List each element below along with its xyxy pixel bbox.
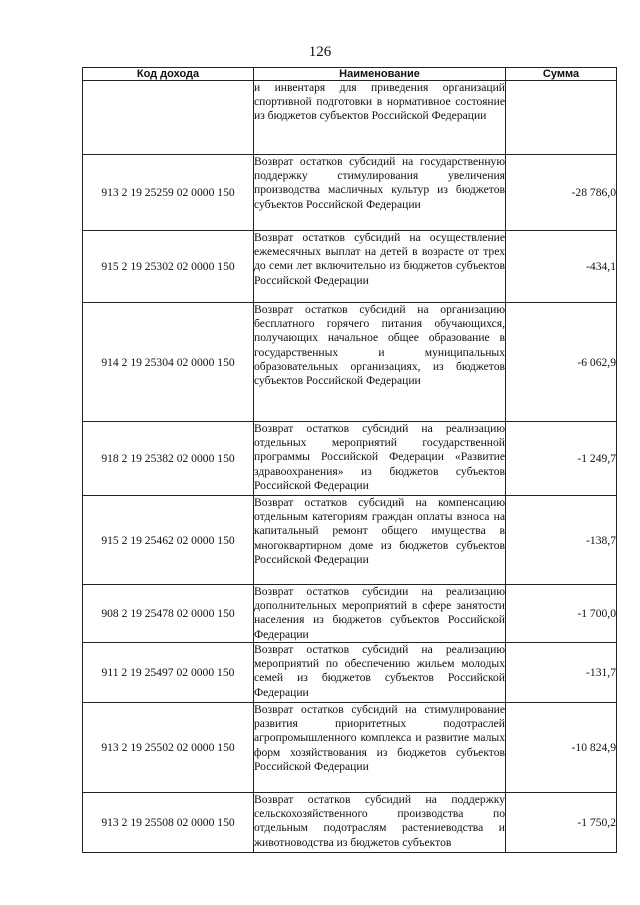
header-sum: Сумма [506, 68, 617, 81]
row-name: Возврат остатков субсидий на реализацию отдельных мероприятий государственной программы Российской Федерации «Развитие здравоохранения» из бюджетов субъектов Российской Федерации [254, 422, 506, 496]
header-name: Наименование [254, 68, 506, 81]
row-name: Возврат остатков субсидий на государственную поддержку стимулирования увеличения производства масличных культур из бюджетов субъектов Российской Федерации [254, 155, 506, 231]
row-sum: -434,1 [506, 231, 617, 303]
row-sum: -131,7 [506, 643, 617, 703]
table-row [83, 703, 617, 793]
row-code: 913 2 19 25508 02 0000 150 [83, 793, 254, 853]
row-sum: -1 700,0 [506, 585, 617, 643]
table-row [83, 643, 617, 703]
row-sum: -28 786,0 [506, 155, 617, 231]
table-row [83, 496, 617, 585]
page-number: 126 [308, 44, 332, 60]
row-sum: -138,7 [506, 496, 617, 585]
row-sum: -1 750,2 [506, 793, 617, 853]
row-name: Возврат остатков субсидий на стимулирование развития приоритетных подотраслей агропромышленного комплекса и развитие малых форм хозяйствования из бюджетов субъектов Российской Федерации [254, 703, 506, 793]
table-row [83, 585, 617, 643]
row-name: Возврат остатков субсидий на организацию бесплатного горячего питания обучающихся, получающих начальное общее образование в государственных и муниципальных образовательных организациях, из бюджетов субъектов Российской Федерации [254, 303, 506, 422]
row-name: Возврат остатков субсидий на компенсацию отдельным категориям граждан оплаты взноса на капитальный ремонт общего имущества в многоквартирном доме из бюджетов субъектов Российской Федерации [254, 496, 506, 585]
table-row [83, 793, 617, 853]
row-name: Возврат остатков субсидий на осуществление ежемесячных выплат на детей в возрасте от трех до семи лет включительно из бюджетов субъектов Российской Федерации [254, 231, 506, 303]
row-name: и инвентаря для приведения организаций спортивной подготовки в нормативное состояние из бюджетов субъектов Российской Федерации [254, 81, 506, 155]
row-sum: -10 824,9 [506, 703, 617, 793]
row-code [83, 81, 254, 155]
table-header-row [83, 68, 617, 81]
row-code: 918 2 19 25382 02 0000 150 [83, 422, 254, 496]
header-code: Код дохода [83, 68, 254, 81]
row-code: 913 2 19 25502 02 0000 150 [83, 703, 254, 793]
table-row [83, 81, 617, 155]
row-sum: -6 062,9 [506, 303, 617, 422]
row-name: Возврат остатков субсидии на реализацию дополнительных мероприятий в сфере занятости населения из бюджетов субъектов Российской Федерации [254, 585, 505, 641]
table-row [83, 422, 617, 496]
revenue-table [82, 67, 617, 853]
row-code: 913 2 19 25259 02 0000 150 [83, 155, 254, 231]
row-sum [506, 81, 617, 155]
row-code: 911 2 19 25497 02 0000 150 [83, 643, 254, 703]
row-code: 915 2 19 25462 02 0000 150 [83, 496, 254, 585]
row-code: 915 2 19 25302 02 0000 150 [83, 231, 254, 303]
row-sum: -1 249,7 [506, 422, 617, 496]
row-name: Возврат остатков субсидий на реализацию мероприятий по обеспечению жильем молодых семей из бюджетов субъектов Российской Федерации [254, 643, 506, 703]
table-row [83, 231, 617, 303]
row-name: Возврат остатков субсидий на поддержку сельскохозяйственного производства по отдельным подотраслям растениеводства и животноводства из бюджетов субъектов [254, 793, 506, 853]
row-code: 914 2 19 25304 02 0000 150 [83, 303, 254, 422]
table-row [83, 303, 617, 422]
row-code: 908 2 19 25478 02 0000 150 [83, 585, 254, 643]
table-row [83, 155, 617, 231]
